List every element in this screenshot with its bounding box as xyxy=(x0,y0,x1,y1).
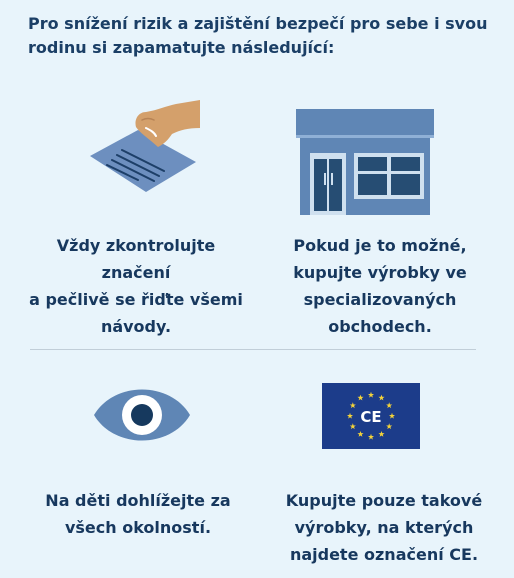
tip-specialized-shops xyxy=(262,232,498,340)
ce-mark: CE xyxy=(360,408,382,426)
tip-line: a pečlivě se řiďte všemi xyxy=(29,290,243,309)
divider xyxy=(30,349,476,350)
tip-line: specializovaných xyxy=(303,290,457,309)
tip-line: všech okolností. xyxy=(64,518,212,537)
intro-text: Pro snížení rizik a zajištění bezpečí pro sebe i svou rodinu si zapamatujte následující: xyxy=(28,14,488,57)
tip-line: kupujte výrobky ve xyxy=(293,263,467,282)
tip-ce-marking xyxy=(270,487,498,568)
eu-flag-ce-icon xyxy=(322,383,420,449)
tip-check-labels xyxy=(20,232,252,340)
tip-line: návody. xyxy=(100,317,172,336)
tip-line: Na děti dohlížejte za xyxy=(45,491,231,510)
document-with-hand-icon xyxy=(84,100,200,192)
tip-line: Pokud je to možné, xyxy=(293,236,467,255)
shop-icon xyxy=(296,107,434,215)
tip-line: obchodech. xyxy=(328,317,432,336)
tip-line: Vždy zkontrolujte značení xyxy=(56,236,216,282)
tip-line: Kupujte pouze takové xyxy=(285,491,483,510)
tip-supervise-children xyxy=(22,487,254,541)
eye-icon xyxy=(92,386,192,444)
tip-line: najdete označení CE. xyxy=(289,545,479,564)
tip-line: výrobky, na kterých xyxy=(294,518,474,537)
